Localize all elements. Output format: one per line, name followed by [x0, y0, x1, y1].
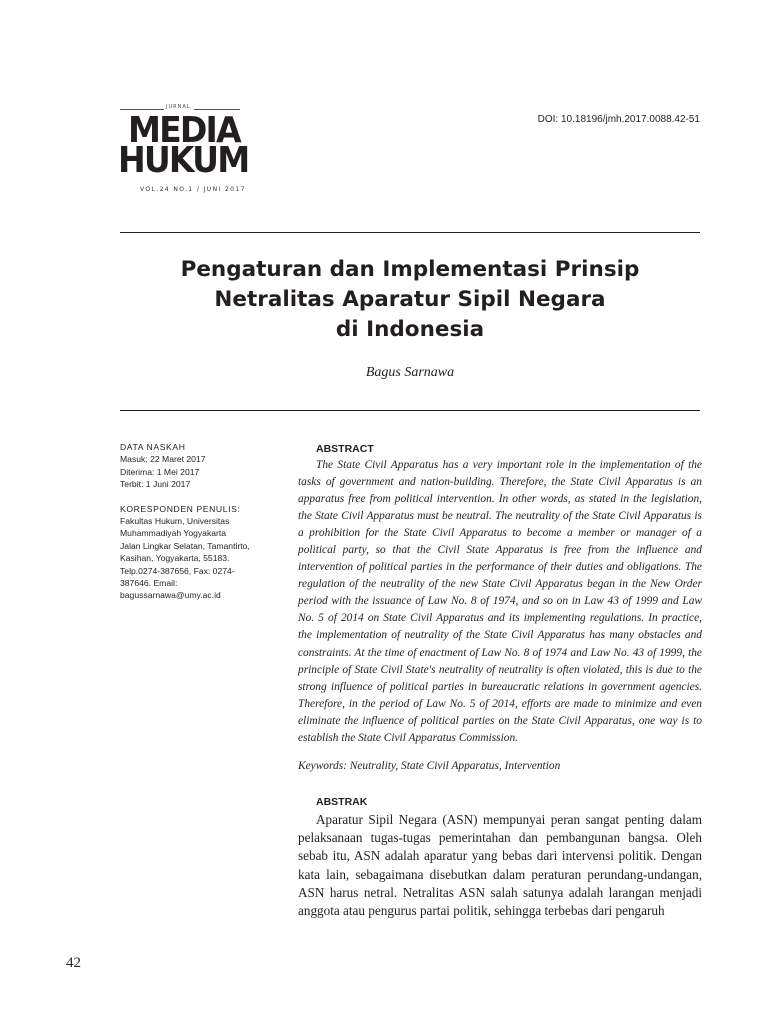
logo-jurnal-label: JURNAL [118, 104, 242, 114]
date-published: Terbit: 1 Juni 2017 [120, 479, 191, 490]
logo-media-text: MEDIA [128, 110, 240, 151]
article-title [120, 255, 700, 345]
abstract-heading: ABSTRACT [316, 443, 374, 455]
correspondence-heading: KORESPONDEN PENULIS: [120, 503, 241, 514]
address-line: Jalan Lingkar Selatan, Tamantirto, [120, 540, 250, 551]
title-bottom-divider [120, 410, 700, 411]
keywords: Keywords: Neutrality, State Civil Apparatus, Intervention [298, 760, 561, 772]
contact-fax: 387646. Email: [120, 578, 178, 589]
address-line: Kasihan, Yogyakarta, 55183. [120, 553, 230, 564]
top-divider [120, 232, 700, 233]
page-number: 42 [66, 955, 81, 971]
date-received: Masuk: 22 Maret 2017 [120, 454, 206, 465]
data-naskah-heading: DATA NASKAH [120, 442, 186, 452]
contact-phone: Telp.0274-387656, Fax: 0274- [120, 565, 235, 576]
title-line-1: Pengaturan dan Implementasi Prinsip [180, 257, 640, 282]
logo-hukum-text: HUKUM [118, 140, 249, 181]
article-info-sidebar [120, 441, 290, 602]
author-name: Bagus Sarnawa [365, 365, 455, 380]
abstrak-body: Aparatur Sipil Negara (ASN) mempunyai peran sangat penting dalam pelaksanaan tugas-tugas pemerintahan dan pembangunan bangsa. Oleh sebab itu, ASN adalah aparatur yang bebas dari intervensi politik. Dengan kata lain, sebagaimana disebutkan dalam peraturan perundang-undangan, ASN harus netral. Netralitas ASN salah satunya adalah larangan menjadi anggota atau pengurus partai politik, sehingga terbebas dari pengaruh [298, 812, 702, 919]
title-line-3: di Indonesia [335, 317, 485, 342]
contact-email: bagussarnawa@umy.ac.id [120, 590, 221, 601]
abstrak-heading: ABSTRAK [316, 796, 368, 808]
date-accepted: Diterima: 1 Mei 2017 [120, 466, 200, 477]
address-line: Muhammadiyah Yogyakarta [120, 528, 227, 539]
abstract-body: The State Civil Apparatus has a very important role in the implementation of the tasks of government and nation-building. Therefore, the State Civil Apparatus is an apparatus free from political intervention. In other words, as stated in the legislation, the State Civil Apparatus must be neutral. The neutrality of the State Civil Apparatus is a prohibition for the State Civil Apparatus to become a member or manager of a political party, so that the Civil State Apparatus is free from the influence and intervention of political parties in the performance of their duties and obligations. The regulation of the neutrality of the new State Civil Apparatus began in the New Order period with the issuance of Law No. 8 of 1974, and so on in Law 43 of 1999 and Law No. 5 of 2014 on State Civil Apparatus and its implementing regulations. In practice, the implementation of neutrality of the State Civil Apparatus has many obstacles and constraints. At the time of enactment of Law No. 8 of 1974 and Law No. 43 of 1999, the principle of State Civil State's neutrality of neutrality is often violated, this is due to the strong influence of political parties in bureaucratic relations in government agencies. Therefore, in the period of Law No. 5 of 2014, efforts are made to minimize and even eliminate the influence of political parties on the State Civil Apparatus, one way is to establish the State Civil Apparatus Commission. [298, 459, 702, 744]
address-line: Fakultas Hukum, Universitas [120, 516, 230, 527]
journal-logo [118, 104, 249, 196]
title-line-2: Netralitas Aparatur Sipil Negara [214, 287, 606, 312]
doi-label: DOI: 10.18196/jmh.2017.0088.42-51 [537, 114, 700, 125]
logo-volume: VOL.24 NO.1 / JUNI 2017 [140, 186, 246, 193]
